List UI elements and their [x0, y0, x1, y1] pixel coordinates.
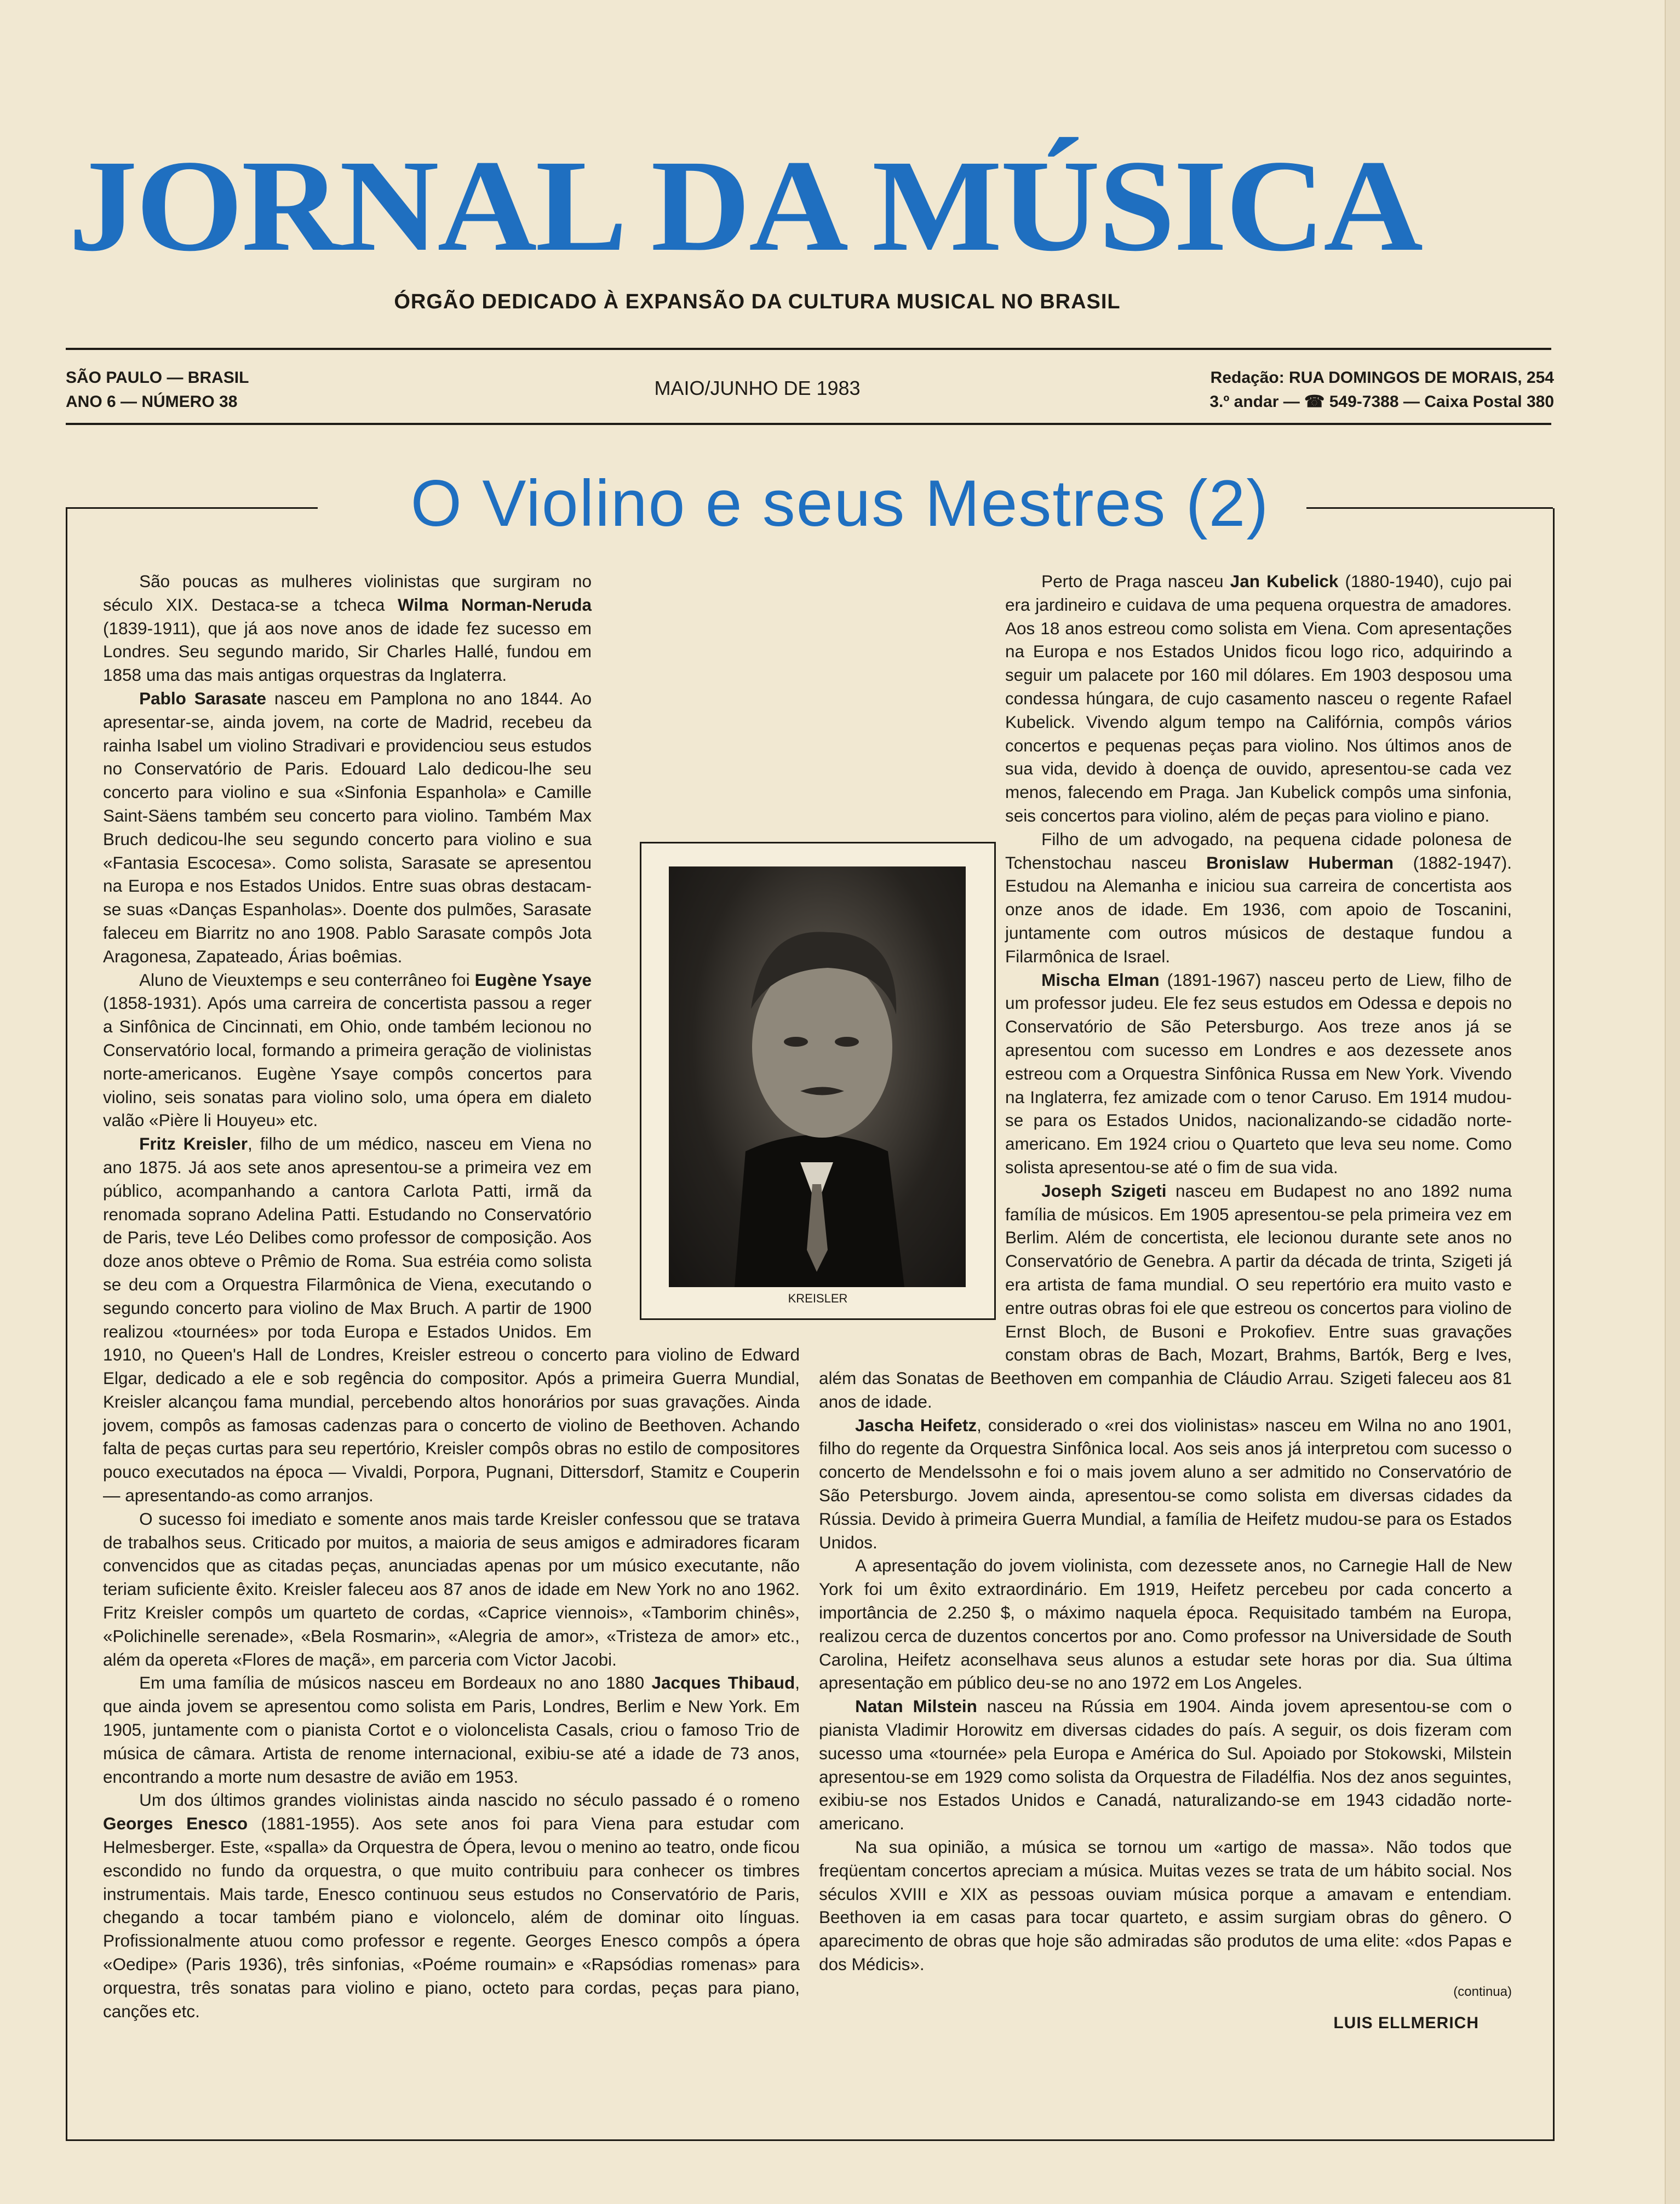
kreisler-portrait-image — [669, 866, 966, 1287]
masthead-tagline: ÓRGÃO DEDICADO À EXPANSÃO DA CULTURA MUSICAL NO BRASIL — [394, 290, 1121, 313]
paragraph: O sucesso foi imediato e somente anos mais tarde Kreisler confessou que se tratava de trabalhos seus. Criticado por muitos, a maioria de seus amigos e admiradores ficaram convencidos que as citadas peças, anunciadas apenas por um músico executante, não teriam suficiente êxito. Kreisler faleceu aos 87 anos de idade em New York no ano 1962. Fritz Kreisler compôs um quarteto de cordas, «Caprice viennois», «Tamborim chinês», «Polichinelle serenade», «Bela Rosmarin», «Alegria de amor», «Tristeza de amor» etc., além da opereta «Flores de maçã», em parceria com Victor Jacobi. — [103, 1508, 800, 1669]
article-title: O Violino e seus Mestres (2) — [410, 467, 1270, 540]
issue-number-line: ANO 6 — NÚMERO 38 — [66, 393, 238, 411]
masthead-title: JORNAL DA MÚSICA — [68, 133, 1421, 278]
contact-line: 3.º andar — ☎ 549-7388 — Caixa Postal 380 — [1209, 393, 1554, 411]
paragraph: Jascha Heifetz, considerado o «rei dos violinistas» nasceu em Wilna no ano 1901, filho do regente da Orquestra Sinfônica local. Aos seis anos já interpretou com sucesso o concerto de Mendelssohn e foi o mais jovem aluno a ser admitido no Conservatório de São Petersburgo. Jovem ainda, apresentou-se como solista em diversas cidades da Rússia. Devido à primeira Guerra Mundial, a família de Heifetz mudou-se para os Estados Unidos. — [819, 1415, 1512, 1552]
issue-date: MAIO/JUNHO DE 1983 — [654, 377, 861, 399]
address-line: Redação: RUA DOMINGOS DE MORAIS, 254 — [1210, 369, 1554, 387]
paragraph: São poucas as mulheres violinistas que surgiram no século XIX. Destaca-se a tcheca Wilma Norman-Neruda (1839-1911), que já aos nove anos de idade fez sucesso em Londres. Seu segundo marido, Sir Charles Hallé, fundou em 1858 uma das mais antigas orquestras da Inglaterra. — [103, 571, 592, 685]
portrait-illustration — [669, 866, 966, 1287]
issue-info-right — [1209, 366, 1554, 414]
paragraph: Perto de Praga nasceu Jan Kubelick (1880-1940), cujo pai era jardineiro e cuidava de uma pequena orquestra de amadores. Aos 18 anos estreou como solista em Viena. Com apresentações na Europa e nos Estados Unidos ficou logo rico, adquirindo a seguir um palacete por 160 mil dólares. Em 1903 desposou uma condessa húngara, de cujo casamento nasceu o regente Rafael Kubelick. Vivendo algum tempo na Califórnia, compôs vários concertos e pequenas peças para violino. Nos últimos anos de sua vida, devido à doença de ouvido, apresentou-se cada vez menos, falecendo em Praga. Jan Kubelick compôs uma sinfonia, seis concertos para violino, além de peças para violino e piano. — [1005, 571, 1512, 825]
paragraph: A apresentação do jovem violinista, com dezessete anos, no Carnegie Hall de New York foi um êxito extraordinário. Em 1919, Heifetz percebeu por cada concerto a importância de 2.250 $, o máximo naquela época. Requisitado também na Europa, realizou cerca de duzentos concertos por ano. Como professor na Universidade de South Carolina, Heifetz aconselhava seus alunos a estudar sete horas por dia. Sua última apresentação em público deu-se no ano 1972 em Los Angeles. — [819, 1556, 1512, 1693]
location-line: SÃO PAULO — BRASIL — [66, 369, 249, 387]
paragraph: Joseph Szigeti nasceu em Budapest no ano 1892 numa família de músicos. Em 1905 apresentou-se pela primeira vez em Berlim. Além de concertista, ele lecionou durante sete anos no Conservatório de Genebra. A partir da década de trinta, Szigeti já era artista de fama mundial. O seu repertório era muito vasto e entre outras obras foi ele que estreou os concertos para violino de Ernst Bloch, de Busoni e Prokofiev. Entre suas gravações constam obras de Bach, Mozart, Brahms, Bartók, Berg e Ives, além das Sonatas de Beethoven em companhia de Cláudio Arrau. Szigeti faleceu aos 81 anos de idade. — [819, 1180, 1512, 1411]
header-rule-top — [66, 348, 1551, 350]
paragraph: Aluno de Vieuxtemps e seu conterrâneo foi Eugène Ysaye (1858-1931). Após uma carreira de concertista passou a reger a Sinfônica de Cincinnati, em Ohio, onde também lecionou no Conservatório local, formando a primeira geração de violinistas norte-americanos. Eugène Ysaye compôs concertos para violino, seis sonatas para violino solo, uma ópera em dialeto valão «Pière li Houyeu» etc. — [103, 969, 592, 1130]
kreisler-photo-box — [640, 842, 996, 1320]
paragraph: Filho de um advogado, na pequena cidade polonesa de Tchenstochau nasceu Bronislaw Huberman (1882-1947). Estudou na Alemanha e iniciou sua carreira de concertista aos onze anos de idade. Em 1936, com apoio de Toscanini, juntamente com outros músicos de destaque fundou a Filarmônica de Israel. — [1005, 829, 1512, 966]
continued-note: (continua) — [1453, 1984, 1512, 1999]
author-signature: LUIS ELLMERICH — [1333, 2013, 1479, 2032]
paragraph: Fritz Kreisler, filho de um médico, nasceu em Viena no ano 1875. Já aos sete anos apresentou-se a primeira vez em público, acompanhando a cantora Carlota Patti, irmã da renomada soprano Adelina Patti. Estudando no Conservatório de Paris, teve Léo Delibes como professor de composição. Aos doze anos obteve o Prêmio de Roma. Sua estréia como solista se deu com a Orquestra Filarmônica de Viena, executando o segundo concerto para violino de Max Bruch. A partir de 1900 realizou «tournées» por toda Europa e Estados Unidos. Em 1910, no Queen's Hall de Londres, Kreisler estreou o concerto para violino de Edward Elgar, dedicado a ele e sob regência do compositor. Após a primeira Guerra Mundial, Kreisler alcançou fama mundial, percebendo altos honorários por suas gravações. Ainda jovem, compôs as famosas cadenzas para o concerto de violino de Beethoven. Achando falta de peças curtas para seu repertório, Kreisler compôs obras no estilo de compositores pouco executados na época — Vivaldi, Porpora, Pugnani, Dittersdorf, Stamitz e Couperin — apresentando-as como arranjos. — [103, 1134, 800, 1506]
paragraph: Um dos últimos grandes violinistas ainda nascido no século passado é o romeno Georges Enesco (1881-1955). Aos sete anos foi para Viena para estudar com Helmesberger. Este, «spalla» da Orquestra de Ópera, levou o menino ao teatro, onde ficou escondido no fundo da orquestra, o que muito contribuiu para conhecer os timbres instrumentais. Mais tarde, Enesco continuou seus estudos no Conservatório de Paris, chegando a tocar também piano e violoncelo, além de dominar oito línguas. Profissionalmente atuou como professor e regente. Georges Enesco compôs a ópera «Oedipe» (Paris 1936), três sinfonias, «Poéme roumain» e «Rapsódias romenas» para orquestra, três sonatas para violino e piano, octeto para cordas, peças para piano, canções etc. — [103, 1790, 800, 2021]
paragraph: Pablo Sarasate nasceu em Pamplona no ano 1844. Ao apresentar-se, ainda jovem, na corte de Madrid, recebeu da rainha Isabel um violino Stradivari e providenciou seus estudos no Conservatório de Paris. Edouard Lalo dedicou-lhe seu concerto para violino e sua «Sinfonia Espanhola» e Camille Saint-Säens também seu concerto para violino. Também Max Bruch dedicou-lhe seu segundo concerto para violino e sua «Fantasia Escocesa». Como solista, Sarasate se apresentou na Europa e nos Estados Unidos. Entre suas obras destacam-se suas «Danças Espanholas». Doente dos pulmões, Sarasate faleceu em Biarritz no ano 1908. Pablo Sarasate compôs Jota Aragonesa, Zapateado, Árias boêmias. — [103, 688, 592, 966]
page-edge — [1665, 0, 1680, 2204]
paragraph: Mischa Elman (1891-1967) nasceu perto de Liew, filho de um professor judeu. Ele fez seus estudos em Odessa e depois no Conservatório de São Petersburgo. Aos treze anos já se apresentou com sucesso em Londres e aos dezessete anos estreou com a Orquestra Sinfônica Russa em New York. Vivendo na Inglaterra, fez amizade com o tenor Caruso. Em 1914 mudou-se para os Estados Unidos, nacionalizando-se cidadão norte-americano. Em 1924 criou o Quarteto que leva seu nome. Como solista apresentou-se até o fim de sua vida. — [1005, 969, 1512, 1177]
header-rule-bottom — [66, 423, 1551, 425]
photo-caption: KREISLER — [788, 1292, 848, 1305]
paragraph: Na sua opinião, a música se tornou um «artigo de massa». Não todos que freqüentam concertos apreciam a música. Muitas vezes se trata de um hábito social. Nos séculos XVIII e XIX as pessoas ouviam música porque a amavam e entendiam. Beethoven ia em casas para tocar quarteto, e assim surgiam obras do gênero. O aparecimento de obras que hoje são admiradas são produtos de uma elite: «dos Papas e dos Médicis». — [819, 1837, 1512, 1975]
paragraph: Em uma família de músicos nasceu em Bordeaux no ano 1880 Jacques Thibaud, que ainda jovem se apresentou como solista em Paris, Londres, Berlim e New York. Em 1905, juntamente com o pianista Cortot e o violoncelista Casals, criou o famoso Trio de música de câmara. Artista de renome internacional, exibiu-se até a idade de 73 anos, encontrando a morte num desastre de avião em 1953. — [103, 1673, 800, 1787]
paragraph: Natan Milstein nasceu na Rússia em 1904. Ainda jovem apresentou-se com o pianista Vladimir Horowitz em diversas cidades do país. A seguir, os dois fizeram com sucesso uma «tournée» pela Europa e América do Sul. Apoiado por Stokowski, Milstein apresentou-se em 1929 como solista da Orquestra de Filadélfia. Nos dez anos seguintes, exibiu-se nos Estados Unidos e Canadá, naturalizando-se em 1943 cidadão norte-americano. — [819, 1696, 1512, 1834]
